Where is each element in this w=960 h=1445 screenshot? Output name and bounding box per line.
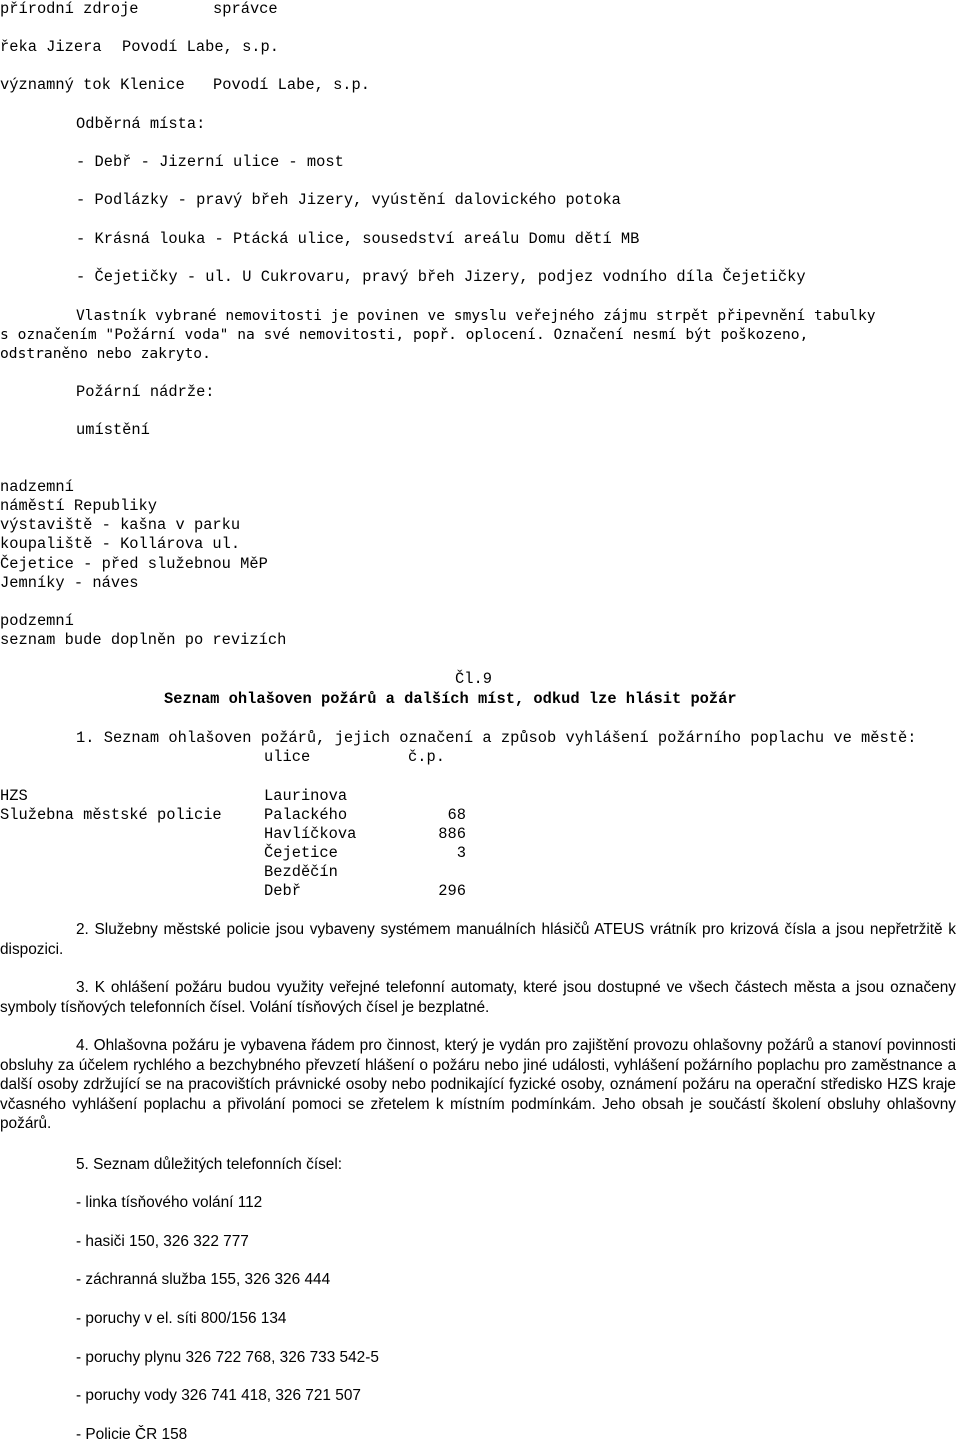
extraction-item: - Krásná louka - Ptácká ulice, sousedství areálu Domu dětí MB [76,230,640,248]
station-number: 296 [438,882,466,900]
phone-item: - poruchy v el. síti 800/156 134 [76,1310,287,1327]
extraction-title: Odběrná místa: [76,115,206,133]
station-number: 3 [456,844,466,862]
phone-item: - poruchy vody 326 741 418, 326 721 507 [76,1387,361,1404]
phone-item: - hasiči 150, 326 322 777 [76,1233,249,1250]
point1-col-number: č.p. [408,748,445,766]
station-street: Palackého [264,806,348,824]
tank-location: koupaliště - Kollárova ul. [0,535,241,553]
resources-header-resource: přírodní zdroje [0,0,139,18]
tank-location: výstaviště - kašna v parku [0,516,241,534]
owner-text-line: odstraněno nebo zakryto. [0,345,211,362]
tank-location: náměstí Republiky [0,497,158,515]
phone-item: - linka tísňového volání 112 [76,1194,263,1211]
resource-name: významný tok Klenice [0,76,185,94]
resource-manager: Povodí Labe, s.p. [122,38,280,56]
tank-location: Čejetice - před služebnou MěP [0,555,268,573]
station-street: Debř [264,882,301,900]
tanks-title: Požární nádrže: [76,383,215,401]
phone-item: - poruchy plynu 326 722 768, 326 733 542-5 [76,1349,379,1366]
station-number: 68 [447,806,466,824]
station-name: HZS [0,787,28,805]
phone-item: - Policie ČR 158 [76,1426,188,1443]
owner-text-line: s označením "Požární voda" na své nemovitosti, popř. oplocení. Označení nesmí být poškozeno, [0,326,809,343]
station-street: Havlíčkova [264,825,357,843]
resources-header-manager: správce [213,0,278,18]
tank-location: Jemníky - náves [0,574,139,592]
station-street: Laurinova [264,787,348,805]
owner-text-line: Vlastník vybrané nemovitosti je povinen ve smyslu veřejného zájmu strpět připevnění tabulky [76,307,876,324]
extraction-item: - Debř - Jizerní ulice - most [76,153,344,171]
point5-title: 5. Seznam důležitých telefonních čísel: [76,1156,343,1173]
extraction-item: - Podlázky - pravý břeh Jizery, vyústění dalovického potoka [76,191,621,209]
point2-paragraph: 2. Služebny městské policie jsou vybaveny systémem manuálních hlásičů ATEUS vrátník pro krizová čísla a jsou nepřetržitě k dispozici. [0,921,956,958]
tanks-below-label: podzemní [0,612,74,630]
article-title: Seznam ohlašoven požárů a dalších míst, odkud lze hlásit požár [164,690,737,708]
point1-text: 1. Seznam ohlašoven požárů, jejich označení a způsob vyhlášení požárního poplachu ve městě: [76,729,917,747]
resource-name: řeka Jizera [0,38,102,56]
point3-paragraph: 3. K ohlášení požáru budou využity veřejné telefonní automaty, které jsou dostupné ve všech částech města a jsou označeny symboly tísňových telefonních čísel. Volání tísňových čísel je bezplatné. [0,979,956,1016]
station-street: Bezděčín [264,863,338,881]
station-street: Čejetice [264,844,338,862]
tanks-above-label: nadzemní [0,478,74,496]
tanks-below-note: seznam bude doplněn po revizích [0,631,287,649]
extraction-item: - Čejetičky - ul. U Cukrovaru, pravý břeh Jizery, podjez vodního díla Čejetičky [76,268,806,286]
phone-item: - záchranná služba 155, 326 326 444 [76,1271,331,1288]
article-number: Čl.9 [455,670,492,688]
tanks-placement: umístění [76,421,150,439]
resource-manager: Povodí Labe, s.p. [213,76,371,94]
station-number: 886 [438,825,466,843]
station-name: Služebna městské policie [0,806,222,824]
point4-paragraph: 4. Ohlašovna požáru je vybavena řádem pro činnost, který je vydán pro zajištění provozu ohlašovny požárů a stanoví povinnosti obsluhy za účelem rychlého a bezchybného převzetí hlášení o požáru nebo jiné události, vyhlášení požárního poplachu pro zaměstnance a další osoby zdržující se na pracovištích právnické osoby nebo podnikající fyzické osoby, oznámení požáru na operační středisko HZS kraje včasného vyhlášení poplachu a přivolání pomoci se zřetelem k místním podmínkám. Jeho obsah je součástí školení obsluhy ohlašovny požárů. [0,1037,956,1132]
point1-col-street: ulice [264,748,311,766]
